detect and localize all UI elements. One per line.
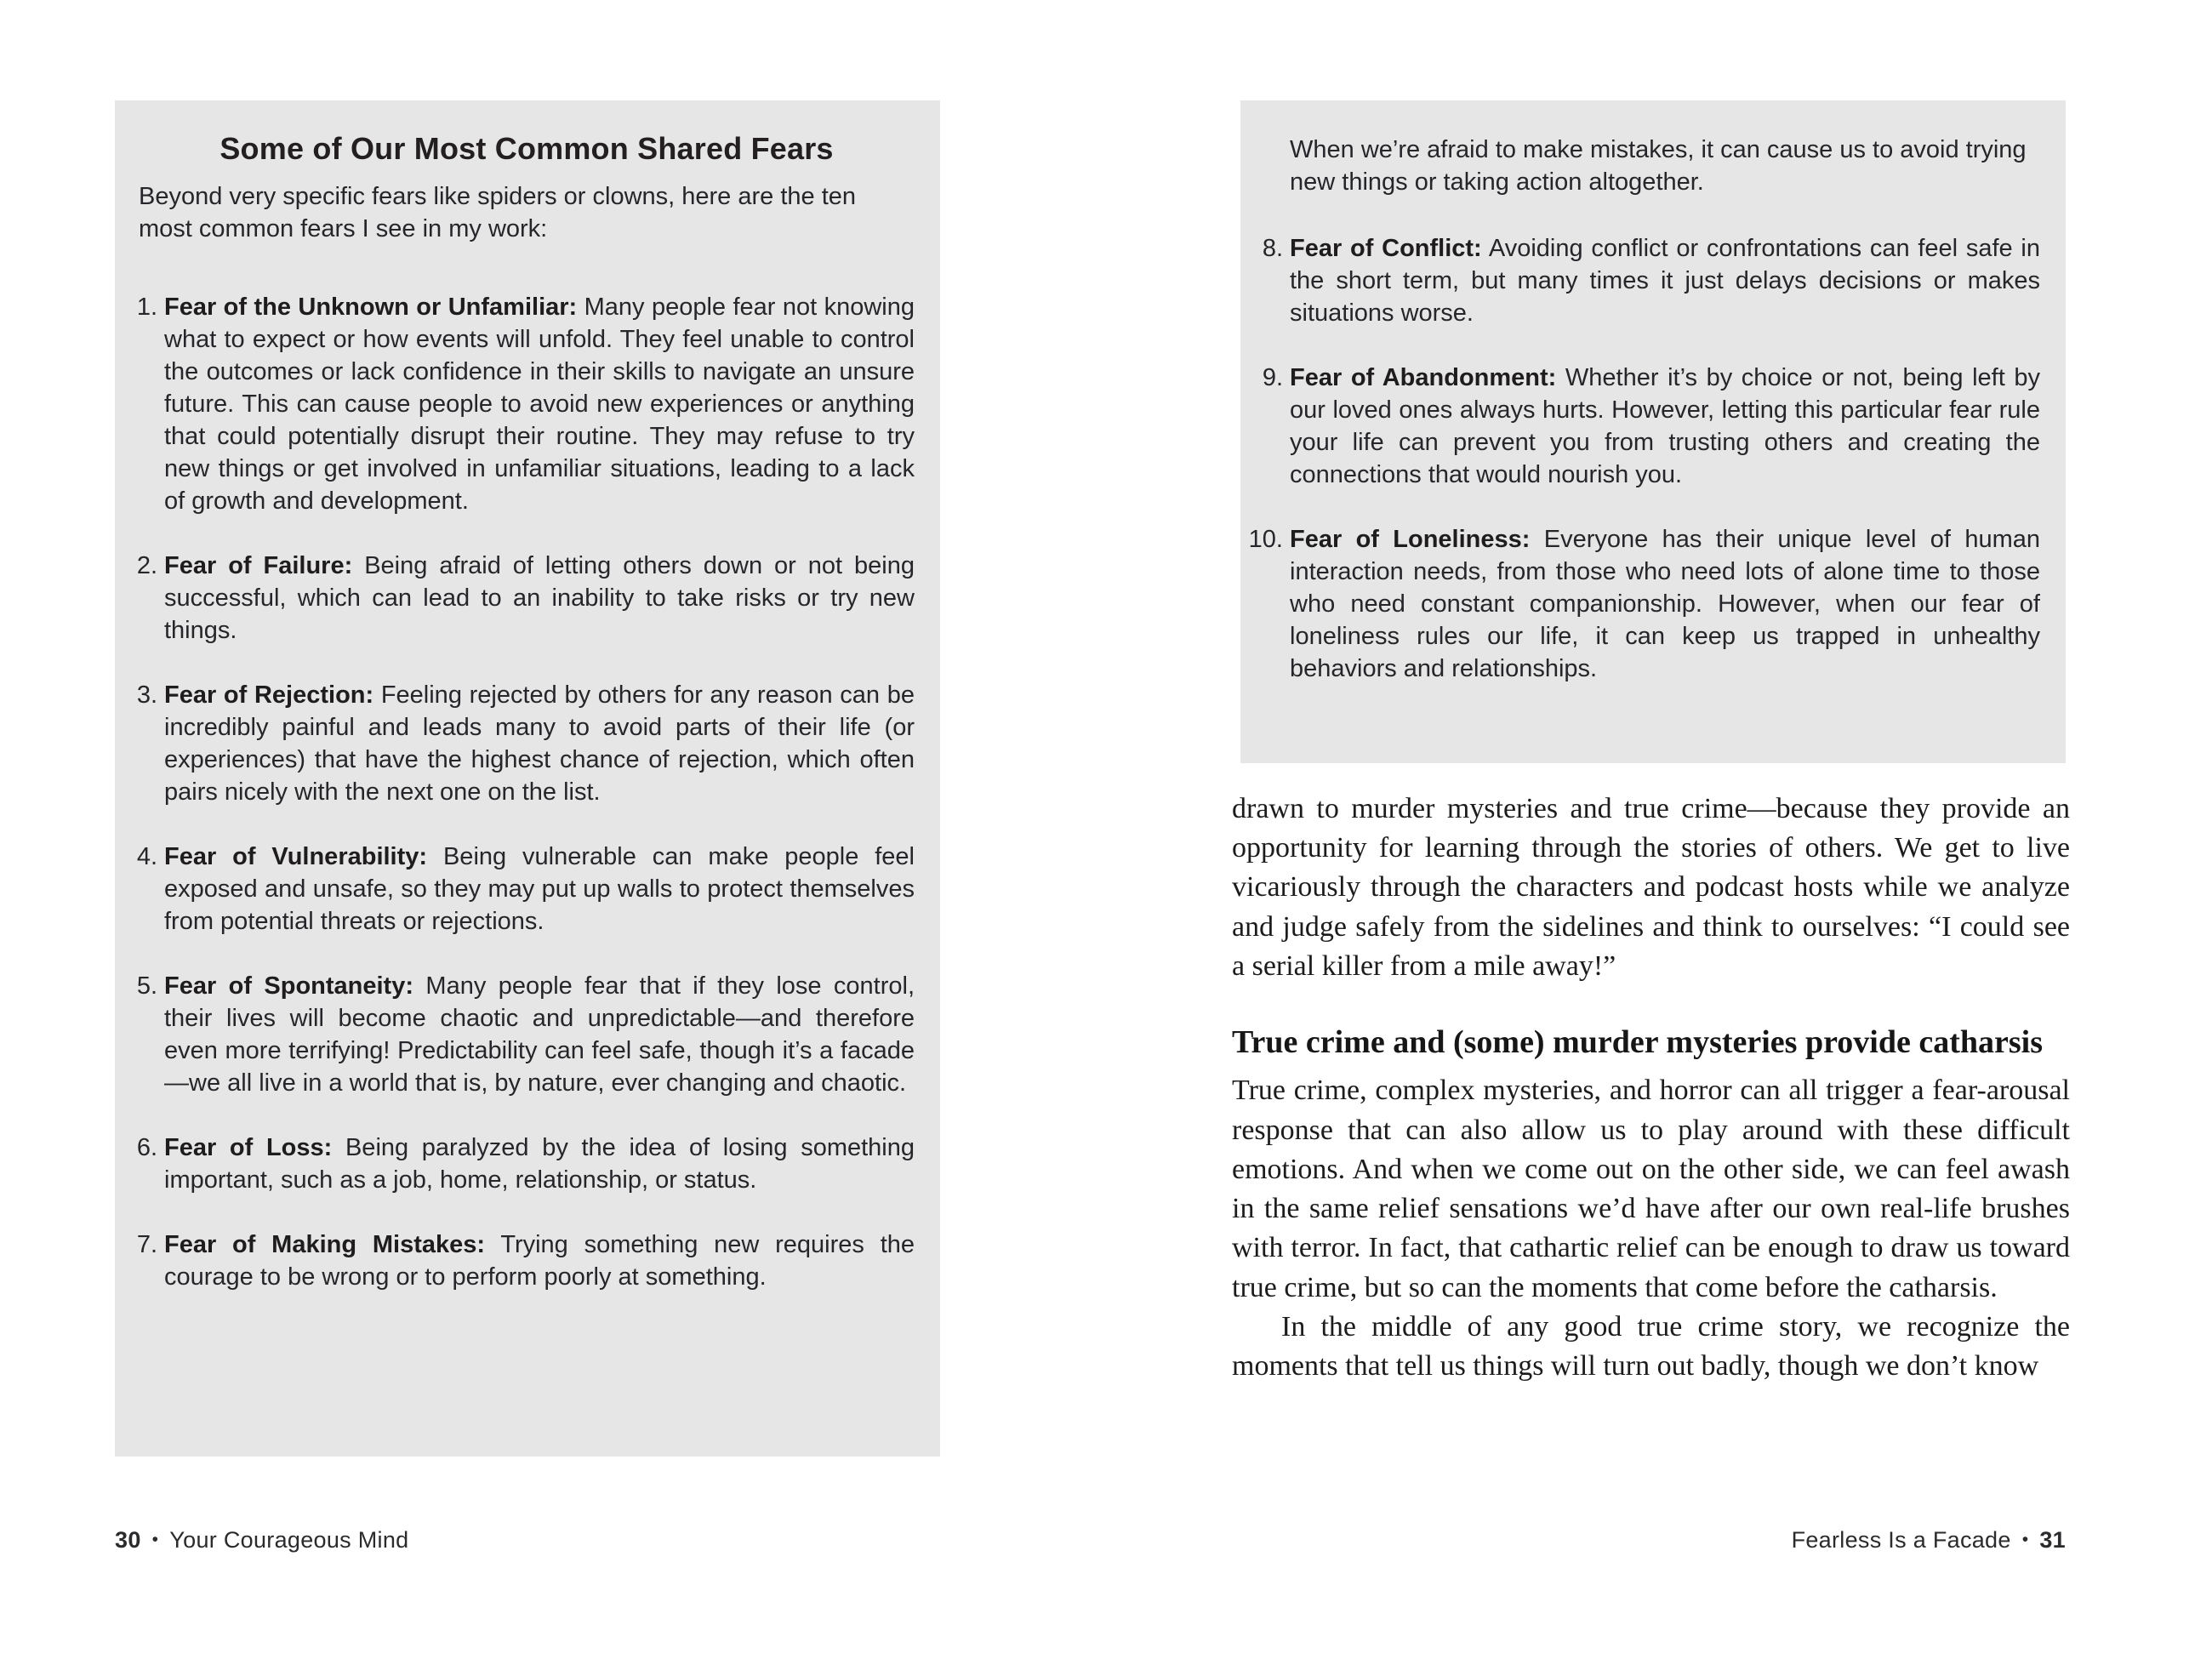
footer-book-title: Your Courageous Mind [169,1527,409,1553]
fear-item-term: Fear of the Unknown or Unfamiliar: [164,293,578,321]
footer-chapter-title: Fearless Is a Facade [1791,1527,2011,1553]
fear-list-item [136,841,915,938]
fear-list-item [136,550,915,647]
fear-item-description: Avoiding conflict or confrontations can feel safe in the short term, but many times it just delays decisions or makes situations worse. [1290,234,2040,327]
left-page-footer [115,1527,408,1554]
fear-list-item [136,292,915,518]
footer-page-number: 30 [115,1527,141,1553]
fear-item-description: Being vulnerable can make people feel exposed and unsafe, so they may put up walls to protect themselves from potential threats or rejections. [164,842,915,935]
fear-item-number: 8. [1262,234,1283,262]
footer-bullet-separator: • [2021,1530,2029,1549]
fear-list-item [136,680,915,809]
fear-item-term: Fear of Rejection: [164,681,374,709]
fear-item-description: Trying something new requires the courage to be wrong or to perform poorly at something. [164,1230,915,1291]
fear-item-term: Fear of Abandonment: [1290,363,1557,391]
fear-item-term: Fear of Loss: [164,1133,333,1161]
fear-item-description: Many people fear that if they lose control, their lives will become chaotic and unpredictable—and therefore even more terrifying! Predictability can feel safe, though it’s a facade—we all live in a world that is, by nature, ever changing and chaotic. [164,972,915,1097]
fears-box-intro: Beyond very specific fears like spiders or clowns, here are the ten most common fears I see in my work: [139,183,857,242]
fear-item-term: Fear of Vulnerability: [164,842,428,870]
fear-item-description: Feeling rejected by others for any reason can be incredibly painful and leads many to avoid parts of their life (or experiences) that have the highest chance of rejection, which often pairs nicely with the next one on the list. [164,681,915,806]
body-text-column [1232,790,2070,1386]
fear-item-number: 9. [1262,363,1283,391]
fear-item-number: 2. [136,551,157,579]
common-fears-box-continued [1240,100,2066,763]
fear-item-number: 7. [136,1230,157,1258]
fear-item-number: 10. [1248,525,1283,553]
fear-item-description: Everyone has their unique level of human interaction needs, from those who need lots of alone time to those who need constant companionship. However, when our fear of loneliness rules our life, it can keep us trapped in unhealthy behaviors and relationships. [1290,525,2040,682]
fear-list-item [1264,233,2040,330]
fear-item-number: 5. [136,972,157,1000]
body-paragraph: In the middle of any good true crime story, we recognize the moments that tell us things will turn out badly, though we don’t know [1232,1310,2070,1382]
fear-list-item [136,1132,915,1197]
fear-item-description: Many people fear not knowing what to expect or how events will unfold. They feel unable to control the outcomes or lack confidence in their skills to navigate an unsure future. This can cause people to avoid new experiences or anything that could potentially disrupt their routine. They may refuse to try new things or get involved in unfamiliar situations, leading to a lack of growth and development. [164,293,915,515]
fear-item-number: 6. [136,1133,157,1161]
body-paragraph: drawn to murder mysteries and true crime—because they provide an opportunity for learning through the stories of others. We get to live vicariously through the characters and podcast hosts while we analyze and judge safely from the sidelines and think to ourselves: “I could see a serial killer from a mile away!” [1232,793,2070,982]
fears-box-title: Some of Our Most Common Shared Fears [219,131,834,166]
footer-page-number: 31 [2039,1527,2066,1553]
fear-item-number: 1. [136,293,157,321]
section-heading: True crime and (some) murder mysteries provide catharsis [1232,1024,2043,1061]
body-paragraph: True crime, complex mysteries, and horror can all trigger a fear-arousal response that can also allow us to play around with these difficult emotions. And when we come out on the other side, we can feel awash in the same relief sensations we’d have after our own real-life brushes with terror. In fact, that cathartic relief can be enough to draw us toward true crime, but so can the moments that come before the catharsis. [1232,1075,2070,1303]
fear-list-item [136,971,915,1100]
fear-item-description: Whether it’s by choice or not, being left by our loved ones always hurts. However, letting this particular fear rule your life can prevent you from trusting others and creating the connections that would nourish you. [1290,363,2040,488]
fear-list-continued [1248,233,2040,686]
fear-item-term: Fear of Failure: [164,551,353,579]
fear-list-item [1248,524,2040,686]
fear-item-term: Fear of Conflict: [1290,234,1482,262]
fear-item-description: Being afraid of letting others down or not being successful, which can lead to an inability to take risks or try new things. [164,551,915,644]
fear-item-term: Fear of Spontaneity: [164,972,414,1000]
fear-list-item [136,1229,915,1294]
fear-item-number: 4. [136,842,157,870]
footer-bullet-separator: • [151,1530,159,1549]
fear-item-continuation: When we’re afraid to make mistakes, it can cause us to avoid trying new things or taking action altogether. [1290,136,2027,196]
fear-list [136,292,915,1294]
common-fears-box [115,100,940,1457]
fear-item-term: Fear of Loneliness: [1290,525,1531,553]
right-page-footer [1792,1527,2066,1554]
fear-item-description: Being paralyzed by the idea of losing something important, such as a job, home, relationship, or status. [164,1133,915,1194]
fear-item-number: 3. [136,681,157,709]
fear-list-item [1264,362,2040,492]
fear-item-term: Fear of Making Mistakes: [164,1230,486,1258]
